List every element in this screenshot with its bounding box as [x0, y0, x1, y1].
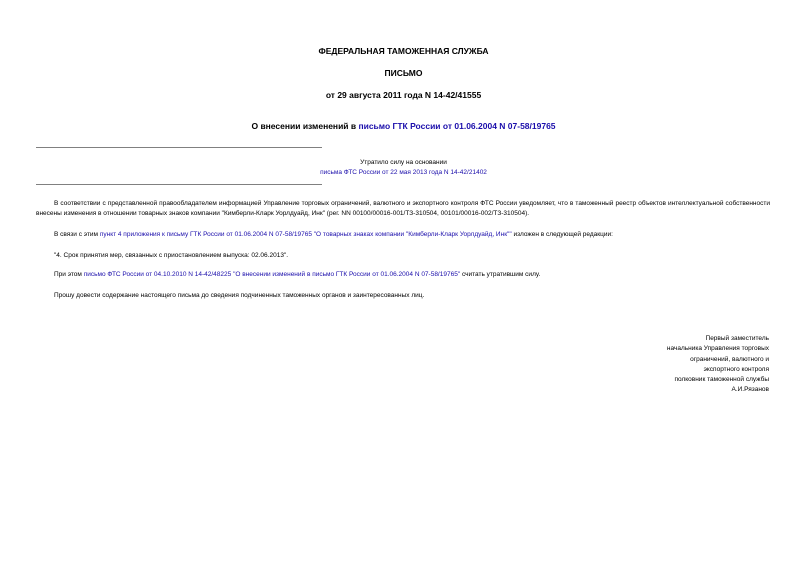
paragraph-2-link[interactable]: пункт 4 приложения к письму ГТК России от 01.06.2004 N 07-58/19765 "О товарных знаках компании "Кимберли-Кларк Уорлдуайд, Инк""	[99, 231, 512, 238]
signature-line-1: Первый заместитель	[705, 335, 769, 342]
paragraph-4-prefix: При этом	[54, 271, 84, 278]
paragraph-4	[36, 270, 770, 280]
signature-line-5: полковник таможенной службы	[674, 376, 769, 384]
signature-line-4: экспортного контроля	[703, 365, 769, 373]
status-note-text: Утратило силу на основании	[360, 159, 447, 166]
paragraph-2-suffix: изложен в следующей редакции:	[511, 231, 613, 238]
paragraph-1: В соответствии с представленной правообладателем информацией Управление торговых ограничений, валютного и экспортного контроля ФТС России уведомляет, что в таможенный реестр объектов интеллектуальной собственности внесены изменения в отношении товарных знаков компании "Кимберли-Кларк Уорлдуайд, Инк" (рег. NN 00100/00016-001/ТЗ-310504, 00101/00016-002/ТЗ-310504).	[36, 200, 770, 217]
document-subject	[0, 121, 807, 131]
signature-name: А.И.Рязанов	[731, 386, 769, 394]
paragraph-4-suffix: считать утратившим силу.	[460, 271, 541, 278]
paragraph-2	[36, 230, 770, 240]
paragraph-5: Прошу довести содержание настоящего письма до сведения подчиненных таможенных органов и заинтересованных лиц.	[54, 292, 425, 299]
status-note-link-line	[0, 169, 807, 176]
subject-link[interactable]: письмо ГТК России от 01.06.2004 N 07-58/19765	[358, 121, 556, 131]
signature-line-2: начальника Управления торговых	[666, 345, 769, 353]
status-note-link[interactable]: письма ФТС России от 22 мая 2013 года N 14-42/21402	[320, 169, 487, 176]
subject-prefix: О внесении изменений в	[251, 121, 359, 131]
signature-line-3: ограничений, валютного и	[690, 355, 769, 363]
paragraph-4-link[interactable]: письмо ФТС России от 04.10.2010 N 14-42/48225 "О внесении изменений в письмо ГТК России от 01.06.2004 N 07-58/19765"	[83, 271, 461, 278]
paragraph-3: "4. Срок принятия мер, связанных с приостановлением выпуска: 02.06.2013".	[54, 252, 289, 259]
paragraph-2-prefix: В связи с этим	[54, 231, 100, 238]
document-date: от 29 августа 2011 года N 14-42/41555	[325, 90, 482, 100]
divider-top	[36, 147, 322, 148]
document-type: ПИСЬМО	[384, 68, 423, 78]
signature-block	[667, 334, 769, 396]
divider-bottom	[36, 184, 322, 185]
agency-title: ФЕДЕРАЛЬНАЯ ТАМОЖЕННАЯ СЛУЖБА	[318, 46, 489, 56]
